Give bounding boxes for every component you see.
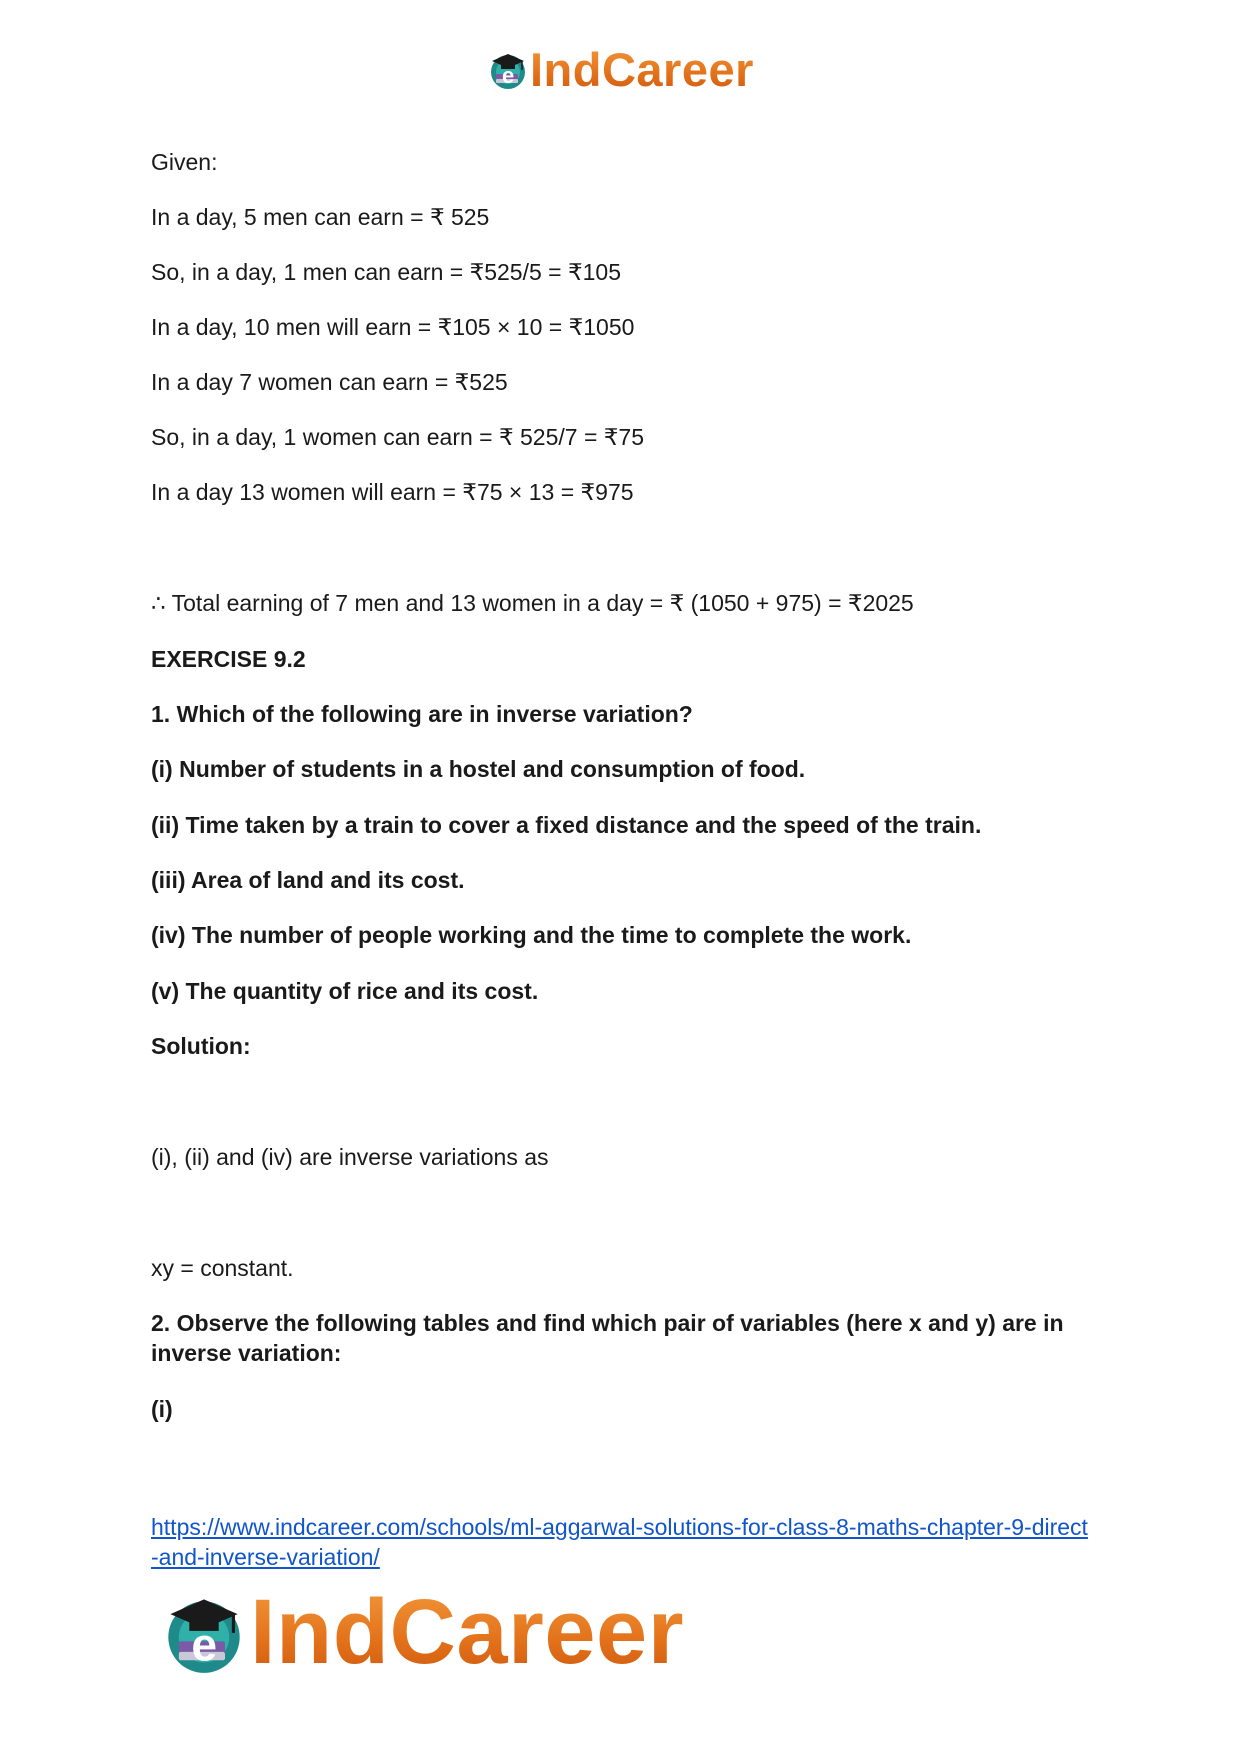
question-1-part-iv: (iv) The number of people working and the time to complete the work. [151,922,912,948]
svg-text:e: e [191,1617,218,1670]
text-line: In a day 13 women will earn = ₹75 × 13 = ₹975 [151,479,634,505]
text-line: In a day, 5 men can earn = ₹ 525 [151,204,490,230]
source-link-line-1[interactable]: https://www.indcareer.com/schools/ml-aggarwal-solutions-for-class-8-maths-chapter-9-direct [151,1514,1088,1540]
text-line: So, in a day, 1 men can earn = ₹525/5 = ₹105 [151,259,621,285]
text-line: So, in a day, 1 women can earn = ₹ 525/7 = ₹75 [151,424,644,450]
question-1-part-ii: (ii) Time taken by a train to cover a fixed distance and the speed of the train. [151,812,982,838]
solution-formula: xy = constant. [151,1255,294,1281]
svg-text:e: e [502,62,515,88]
question-1: 1. Which of the following are in inverse variation? [151,701,693,727]
footer-logo [162,1580,684,1685]
brand-name: IndCareer [530,43,754,96]
source-link[interactable] [151,1512,1111,1572]
graduation-cap-book-icon [488,50,528,90]
question-1-part-v: (v) The quantity of rice and its cost. [151,978,539,1004]
question-2: 2. Observe the following tables and find which pair of variables (here x and y) are in inverse variation: [151,1310,1064,1366]
exercise-heading: EXERCISE 9.2 [151,646,306,672]
text-line: In a day 7 women can earn = ₹525 [151,369,508,395]
text-line: Given: [151,149,218,175]
text-line: In a day, 10 men will earn = ₹105 × 10 = ₹1050 [151,314,635,340]
solution-heading: Solution: [151,1033,251,1059]
solution-text: (i), (ii) and (iv) are inverse variations as [151,1144,549,1170]
total-earning-line: ∴ Total earning of 7 men and 13 women in a day = ₹ (1050 + 975) = ₹2025 [151,590,914,616]
question-1-part-i: (i) Number of students in a hostel and consumption of food. [151,756,806,782]
question-2-part-i: (i) [151,1396,173,1422]
question-1-part-iii: (iii) Area of land and its cost. [151,867,465,893]
header-logo [488,42,754,97]
graduation-cap-book-icon [162,1591,246,1675]
brand-name: IndCareer [250,1581,684,1683]
source-link-line-2[interactable]: -and-inverse-variation/ [151,1544,380,1570]
